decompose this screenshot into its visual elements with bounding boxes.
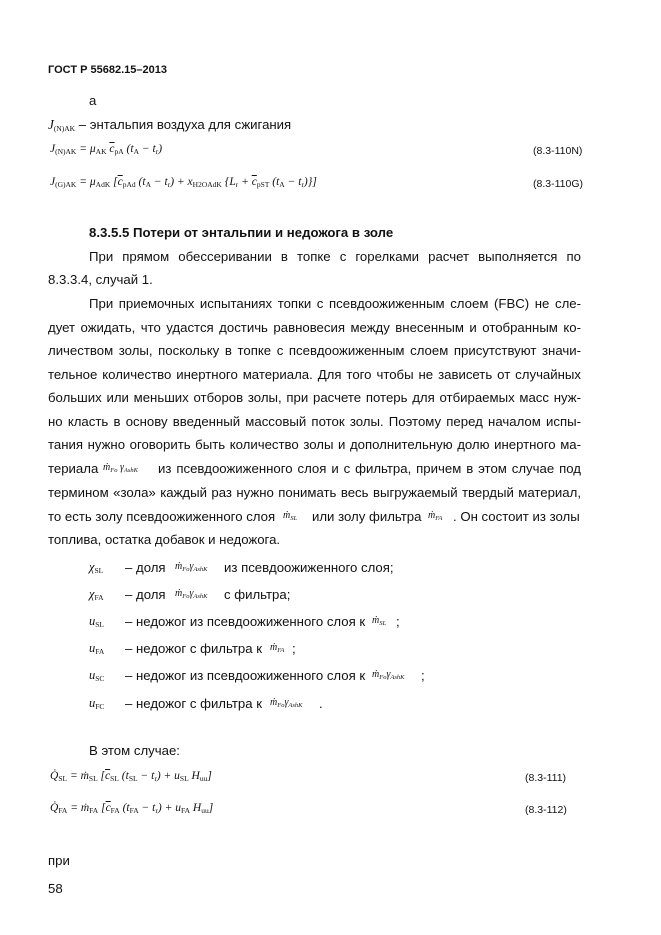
def-symbol-chi-sl: $\chi_{SL}$ [89,560,104,575]
equation-8-3-111: $Q̇_{SL}$ = ṁ$_{SL}$ [$\overline{c}_{SL}$ $(t_{SL} - t_r) + u_{SL}$ $H_{uu}$] [50,770,212,783]
equation-8-3-110g: $J_{(G)AK} = \mu_{AdK}$ [$\overline{c}_{pAd}$ $(t_A - t_r) + x_{H2OAdK}$ {$L_r + \overline{c}_{pST}$ $(t_A - t_r)$}] [50,176,317,189]
conjunction-a: а [89,93,97,108]
para2-line10-part2: или золу фильтра [312,509,422,524]
def-inline-chi-sl: $ṁ_{Fo}\gamma_{AshK}$ [175,561,208,573]
para2-line11: топлива, остатка добавок и недожога. [48,532,281,547]
para2-line3: личеством золы, поскольку в топке с псевдоожиженным слоем присутствуют значи- [48,343,581,358]
def-inline-u-sc: $ṁ_{Fo}\gamma_{AshK}$ [372,669,405,681]
def-inline-u-fa: ṁ$_{FA}$ [270,642,285,654]
para2-line1: При приемочных испытаниях топки с псевдоожиженным слоем (FBC) не сле- [89,296,581,311]
def-inline-u-sl: ṁ$_{SL}$ [372,615,387,627]
inline-m-fa: ṁ$_{FA}$ [428,510,443,522]
para2-line5: больших или меньших отборов золы, при расчете потерь для отбираемых масс нуж- [48,390,581,405]
def-text-u-sc-a: – недожог из псевдоожиженного слоя к [125,668,366,683]
def-symbol-u-sl: $u_{SL}$ [89,614,105,629]
para2-line10-part3: . Он состоит из золы [453,509,580,524]
def-inline-u-fc: $ṁ_{Fo}\gamma_{AshK}$ [270,697,303,709]
def-text-u-sl-b: ; [396,614,400,629]
word-pri: при [48,853,70,868]
para2-line8-part2: из псевдоожиженного слоя и с фильтра, причем в этом случае под [158,461,581,476]
def-symbol-u-fc: $u_{FC}$ [89,696,105,711]
para2-line10-part1: то есть золу псевдоожиженного слоя [48,509,276,524]
def-text-chi-fa-b: с фильтра; [224,587,291,602]
def-text-chi-fa-a: – доля [125,587,166,602]
inline-m-sl: ṁ$_{SL}$ [283,510,298,522]
section-heading: 8.3.5.5 Потери от энтальпии и недожога в золе [89,225,394,240]
para2-line9: термином «зола» каждый раз нужно понимать весь выгружаемый твердый материал, [48,485,581,500]
def-text-u-fa-b: ; [292,641,296,656]
def-text-u-fc-a: – недожог с фильтра к [125,696,262,711]
para1-line1: При прямом обессеривании в топке с горелками расчет выполняется по [89,249,581,264]
equation-number-111: (8.3-111) [525,772,567,784]
def-text-chi-sl-a: – доля [125,560,166,575]
def-symbol-chi-fa: $\chi_{FA}$ [89,587,104,602]
equation-number-110n: (8.3-110N) [533,145,583,157]
para2-line8-part1: териала [48,461,99,476]
definition-j-n-ak [48,117,291,133]
para2-line7: тания нужно оговорить быть количество золы и дополнительную долю инертного ма- [48,437,581,452]
para2-line6: но класть в основу введенный массовый поток золы. Поэтому перед началом испы- [48,414,581,429]
def-symbol-u-sc: $u_{SC}$ [89,668,105,683]
equation-8-3-110n: $J_{(N)AK} = \mu_{AK}$ $\overline{c}_{pA}$ $(t_A - t_r)$ [50,143,163,156]
def-text-chi-sl-b: из псевдоожиженного слоя; [224,560,394,575]
def-text-u-sc-b: ; [421,668,425,683]
equation-number-112: (8.3-112) [525,804,567,816]
def-text-u-fa-a: – недожог с фильтра к [125,641,262,656]
equation-8-3-112: $Q̇_{FA}$ = ṁ$_{FA}$ [$\overline{c}_{FA}$ $(t_{FA} - t_r) + u_{FA}$ $H_{uu}$] [50,802,214,815]
inline-m-fo-gamma-ashk: ṁ$_{Fo}$ $\gamma_{AshK}$ [103,462,139,474]
para1-line2: 8.3.3.4, случай 1. [48,272,153,287]
in-this-case: В этом случае: [89,743,180,758]
def-text-u-fc-b: . [319,696,323,711]
def-text-u-sl-a: – недожог из псевдоожиженного слоя к [125,614,366,629]
equation-number-110g: (8.3-110G) [533,178,583,190]
symbol-j-n-ak: $J_{(N)AK}$ [48,117,76,133]
def-inline-chi-fa: $ṁ_{Fo}\gamma_{AshK}$ [175,588,208,600]
definition-text: – энтальпия воздуха для сжигания [75,117,292,132]
para2-line2: дует ожидать, что удастся достичь равновесия между внесенным и отобранным ко- [48,320,581,335]
document-header: ГОСТ Р 55682.15–2013 [48,64,167,76]
page-number: 58 [48,881,63,896]
def-symbol-u-fa: $u_{FA}$ [89,641,105,656]
para2-line4: тельное количество инертного материала. Для того чтобы не зависеть от случайных [48,367,581,382]
